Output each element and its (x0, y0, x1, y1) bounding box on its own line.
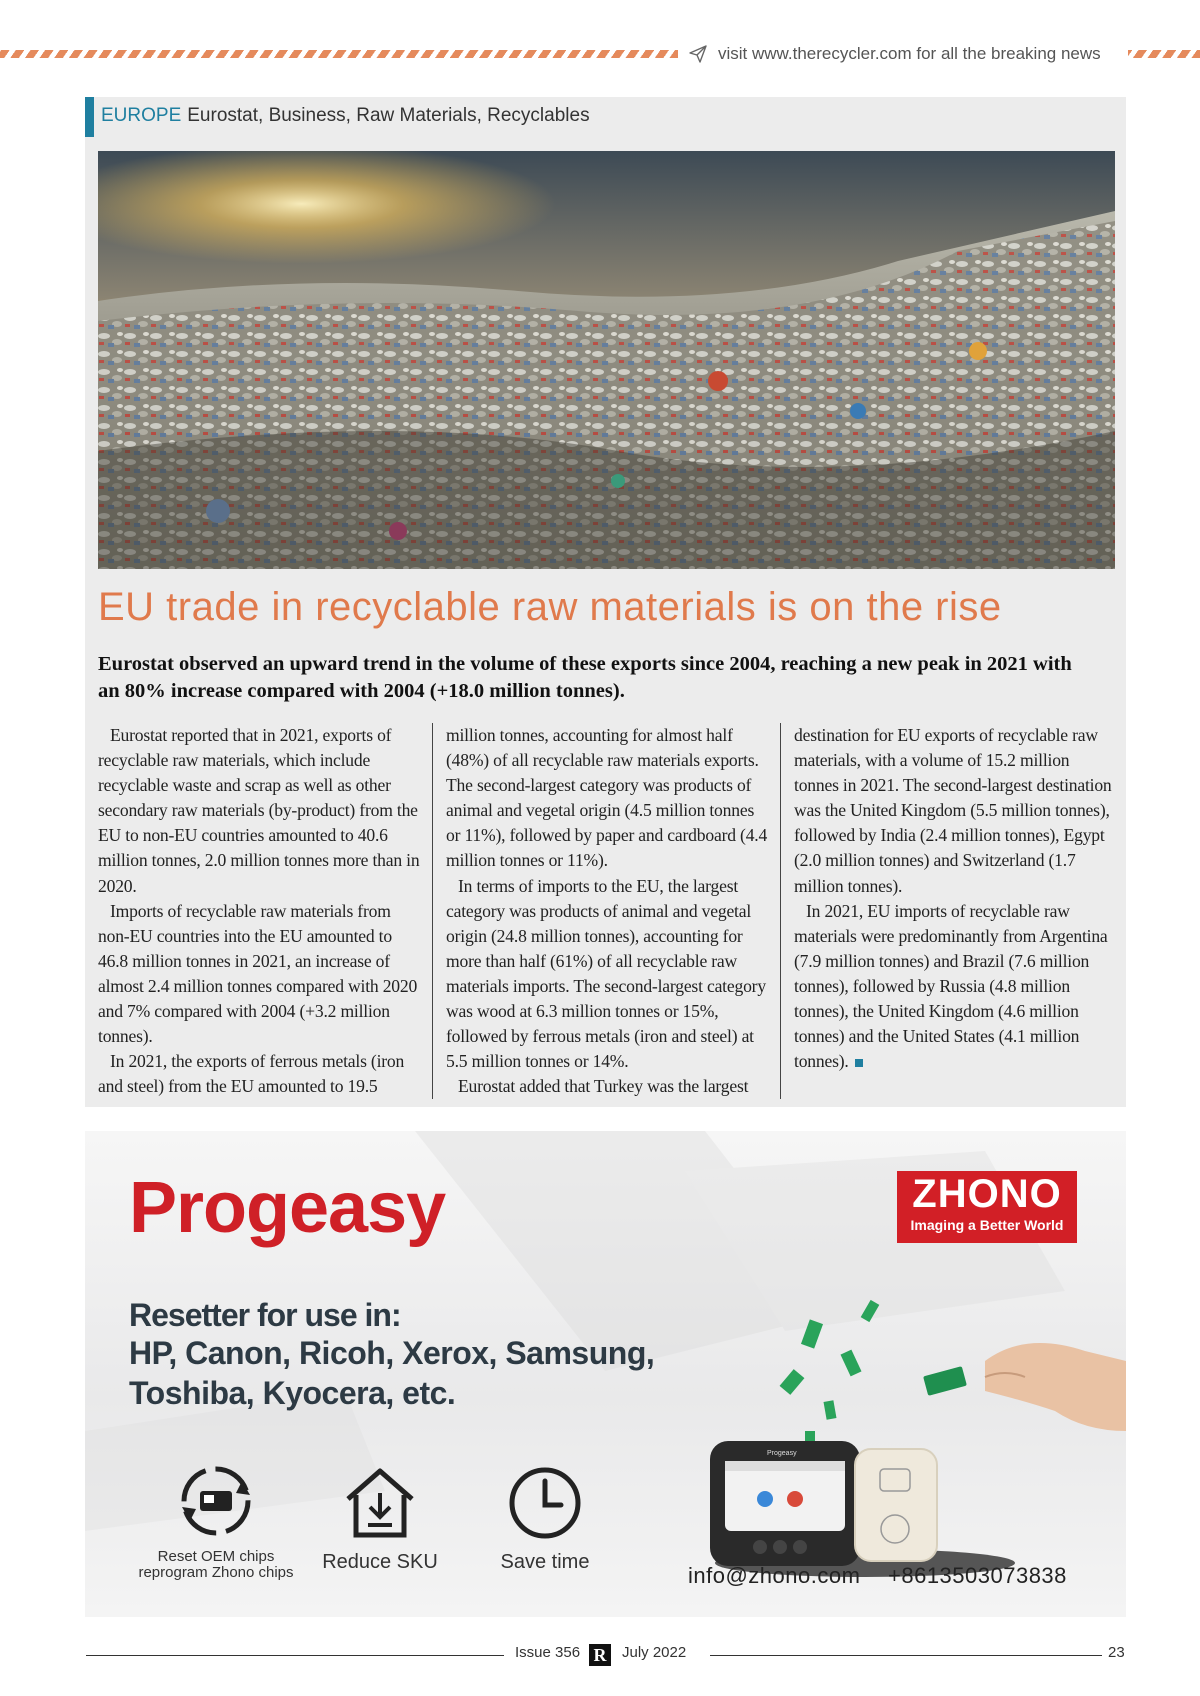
category-line (101, 105, 590, 127)
visit-site-link[interactable] (688, 40, 1101, 68)
page-number: 23 (1108, 1644, 1125, 1661)
resetter-device-illustration (685, 1281, 1126, 1581)
feature-reset-chips: Reset OEM chips reprogram Zhono chips (121, 1461, 311, 1581)
top-banner (0, 40, 1200, 68)
reset-cycle-icon (176, 1461, 256, 1541)
article-column-1 (98, 723, 420, 1099)
article-standfirst: Eurostat observed an upward trend in the volume of these exports since 2004, reaching a new peak in 2021 with an 80% increase compared with 2004 (+18.0 million tonnes). (98, 653, 1072, 702)
svg-text:Progeasy: Progeasy (767, 1450, 797, 1457)
hero-image-landfill (98, 151, 1115, 569)
advertisement-progeasy[interactable] (85, 1131, 1126, 1617)
paragraph: Imports of recyclable raw materials from non-EU countries into the EU amounted to 46.8 million tonnes in 2021, an increase of almost 2.4 million tonnes compared with 2020 and 7% compared with 2004 (+3.2 million tonnes). (98, 900, 418, 1047)
home-download-icon (340, 1463, 420, 1543)
feature-reduce-sku: Reduce SKU (310, 1463, 450, 1574)
column-divider (432, 723, 433, 1099)
clock-icon (505, 1463, 585, 1543)
end-of-article-icon (855, 1059, 863, 1067)
paragraph: Eurostat added that Turkey was the largest (458, 1076, 749, 1097)
footer-rule-left (86, 1655, 504, 1656)
resetter-brand-list: HP, Canon, Ricoh, Xerox, Samsung, Toshiba, Kyocera, etc. (129, 1335, 655, 1411)
tag-list[interactable]: Eurostat, Business, Raw Materials, Recyclables (187, 105, 590, 126)
zhono-logo: ZHONO Imaging a Better World (897, 1171, 1077, 1243)
column-divider (780, 723, 781, 1099)
visit-text: visit www.therecycler.com for all the breaking news (718, 44, 1101, 63)
paragraph: Eurostat reported that in 2021, exports of recyclable raw materials, which include recyclable waste and scrap as well as other secondary raw materials (by-product) from the EU to non-EU countries amounted to 40.6 million tonnes, 2.0 million tonnes more than in 2020. (98, 725, 420, 896)
paper-plane-icon (688, 44, 708, 64)
resetter-title: Resetter for use in: (129, 1297, 401, 1333)
article-column-2 (446, 723, 768, 1099)
progeasy-logo: Progeasy (129, 1168, 446, 1248)
landfill-photo (98, 151, 1115, 569)
paragraph: In terms of imports to the EU, the largest category was products of animal and vegetal origin (24.8 million tonnes), accounting for more than half (61%) of all recyclable raw materials imports. The second-largest category was wood at 6.3 million tonnes or 15%, followed by ferrous metals (iron and steel) at 5.5 million tonnes or 14%. (446, 875, 766, 1072)
contact-email[interactable]: info@zhono.com (688, 1563, 861, 1588)
footer-rule-right (710, 1655, 1102, 1656)
article-panel (85, 97, 1126, 1107)
issue-date: July 2022 (622, 1644, 687, 1661)
paragraph: In 2021, the exports of ferrous metals (iron and steel) from the EU amounted to 19.5 (98, 1051, 405, 1097)
article-headline: EU trade in recyclable raw materials is on the rise (98, 585, 1002, 629)
decorative-hatch-right (1128, 50, 1200, 58)
category-accent-bar (85, 97, 94, 137)
issue-number: Issue 356 (515, 1644, 581, 1661)
page-footer (0, 1644, 1200, 1666)
region-label[interactable]: EUROPE (101, 105, 182, 126)
paragraph-last: In 2021, EU imports of recyclable raw materials were predominantly from Argentina (7.9 million tonnes) and Brazil (7.6 million tonnes), followed by Russia (4.8 million tonnes), the United Kingdom (4.6 million tonnes) and the United States (4.1 million tonnes). (794, 900, 1108, 1072)
paragraph: million tonnes, accounting for almost half (48%) of all recyclable raw materials exports. The second-largest category was products of animal and vegetal origin (4.5 million tonnes or 11%), followed by paper and cardboard (4.4 million tonnes or 11%). (446, 725, 768, 871)
feature-save-time: Save time (475, 1463, 615, 1574)
paragraph: destination for EU exports of recyclable raw materials, with a volume of 15.2 million tonnes in 2021. The second-largest destination was the United Kingdom (5.5 million tonnes), followed by India (2.4 million tonnes), Egypt (2.0 million tonnes) and Switzerland (1.7 million tonnes). (794, 725, 1112, 896)
article-column-3 (794, 723, 1116, 1074)
contact-phone[interactable]: +8613503073838 (888, 1563, 1067, 1588)
decorative-hatch-left (0, 50, 678, 58)
recycler-logo-icon: R (589, 1644, 611, 1666)
